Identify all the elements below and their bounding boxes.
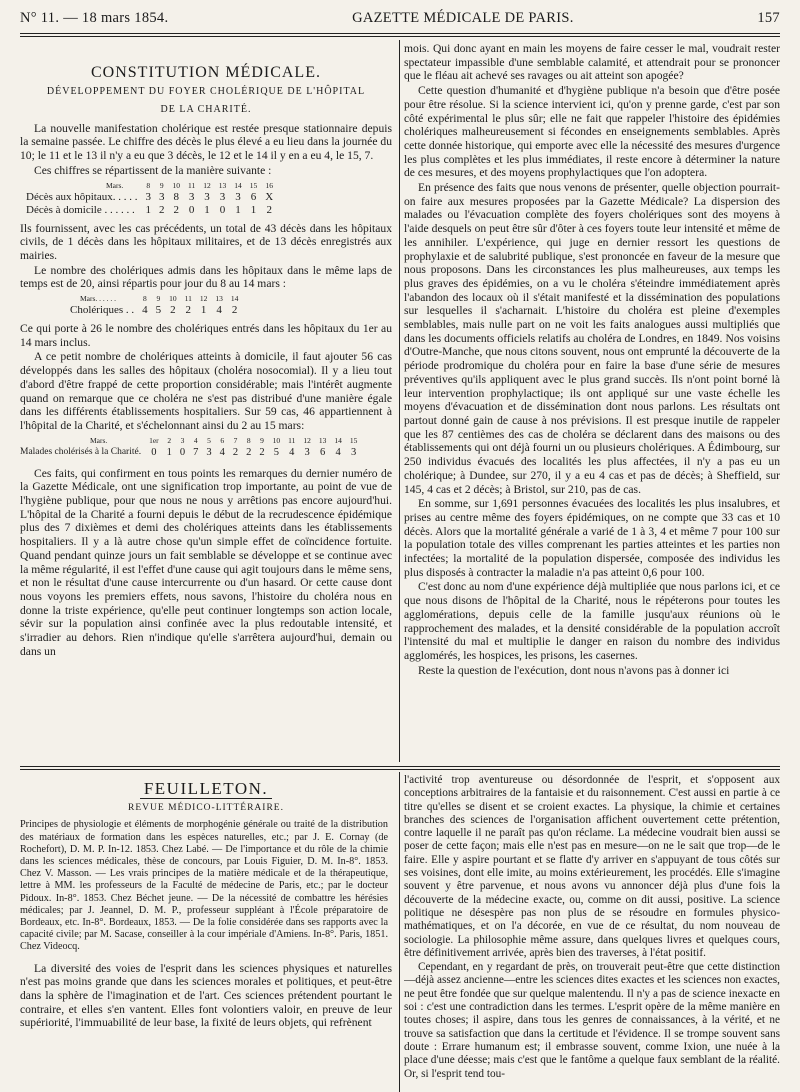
feuilleton-title [20, 779, 392, 798]
table-header-cell: 9 [260, 435, 264, 445]
table-header-cell: 10 [172, 180, 180, 190]
table-cell: X [265, 190, 274, 203]
deaths-table [26, 181, 277, 217]
paragraph: Ce qui porte à 26 le nombre des cholériques entrés dans les hôpitaux du 1er au 14 mars inclus. [20, 322, 392, 349]
header-rule-thin [20, 36, 780, 37]
table-header-cell: 15 [249, 180, 258, 190]
table-header-cell: 4 [193, 435, 198, 445]
table-header-cell: 13 [215, 294, 223, 304]
table-row-label: Décès à domicile . . . . . . [26, 203, 135, 216]
table-cell: 2 [246, 446, 252, 458]
table-cell: 4 [216, 304, 222, 317]
table-cell: 0 [188, 203, 195, 216]
article-subtitle-line2: DE LA CHARITÉ. [160, 103, 252, 115]
table-header-row [70, 294, 242, 304]
paragraph: En somme, sur 1,691 personnes évacuées des localités les plus insalubres, et prises au centre même des foyers épidémiques, on ne compte que 33 cas et 10 décès. Alors que la mortalité générale a varié de 1 à 3, 4 et même 7 pour 100 sur la population totale des villes comprenant les parties atteintes et les parties non infectées; la mortalité de la population dispersée, composée des individus les plus disposés à contracter la maladie n'a pas atteint 0,6 pour 100. [404, 497, 780, 579]
table-cell: 7 [193, 446, 199, 458]
table-cell: 1 [235, 203, 241, 216]
table-row-label: Décès aux hôpitaux. . . . . [26, 190, 138, 203]
table-cell: 2 [231, 304, 238, 317]
table-cell: 4 [142, 304, 148, 317]
table-header-cell: 13 [218, 180, 227, 190]
table-cell: 3 [204, 190, 210, 203]
table-cell: 1 [200, 304, 207, 317]
table-cell: 5 [273, 446, 280, 458]
table-header-cell: 14 [234, 180, 242, 190]
column-divider-bottom [399, 772, 400, 1092]
table-cell: 2 [173, 203, 179, 216]
table-cell: 6 [250, 190, 257, 203]
table-header-cell: 14 [230, 294, 239, 304]
issue-number: N° 11. — 18 mars 1854. [20, 10, 169, 26]
paragraph: Ces faits, qui confirment en tous points les remarques du dernier numéro de la Gazette Médicale, ont une signification trop importante, au point de vue de l'hygiène publique, pour que nous ne nous y arrêtions pas encore aujourd'hui. L'hôpital de la Charité a fourni depuis le début de la recrudescence épidémique plus des 7 dixièmes et demi des cholériques atteints dans les établissements hospitaliers. Il y a là autre chose qu'un simple effet de coïncidence fortuite. Quand pendant quinze jours un fait semblable se développe et se continue avec la même régularité, il est l'effet d'une cause qui agit toujours dans le même sens, et non le résultat d'une cause intercurrente ou d'un hasard. Or cette cause dont nous voyons les premiers effets, nous savons, l'histoire du choléra nous en donne la triste expérience, qu'elle peut continuer longtemps son action locale, sévir sur la population ainsi confinée avec la plus redoutable intensité, et s'irradier au dehors. Rien n'indique qu'elle s'arrêtera aujourd'hui, demain ou dans un [20, 466, 392, 658]
table-header-cell: 7 [233, 435, 238, 445]
table-header-cell: 2 [167, 435, 172, 445]
feuilleton-title-text: FEUILLETON. [140, 779, 272, 799]
admissions-table [70, 294, 242, 317]
table-cell: 2 [159, 203, 165, 216]
table-header-cell: 9 [159, 180, 164, 190]
table-header-cell: 10 [272, 435, 281, 445]
table-cell: 3 [159, 190, 165, 203]
feuilleton-left-column [20, 774, 392, 1092]
paragraph: A ce petit nombre de cholériques atteints à domicile, il faut ajouter 56 cas développés dans les salles des hôpitaux (choléra nosocomial). Il y a lieu tout d'abord d'être frappé de cette proportion considérable; mais l'intérêt augmente quand on remarque que ce choléra ne s'est pas distribué d'une manière égale dans les différents établissements hospitaliers. Sur 59 cas, 46 appartiennent à l'hôpital de la Charité, et s'échelonnant ainsi du 2 au 15 mars: [20, 350, 392, 432]
paragraph: C'est donc au nom d'une expérience déjà multipliée que nous parlons ici, et ce que nous disons de l'hôpital de la Charité, nous le répéterons pour toutes les agglomérations, depuis celle de la famille jusqu'aux réunions où le rapprochement des malades, et la densité considérable de la population accroît l'intensité du mal et multiplie le danger en raison du nombre des individus agglomérés, les hospices, les prisons, les casernes. [404, 580, 780, 662]
feuilleton-rule [20, 766, 780, 767]
table-header-cell: 6 [220, 435, 225, 445]
table-cell: 3 [206, 446, 212, 458]
table-header-cell: 12 [199, 294, 208, 304]
column-divider-top [399, 40, 400, 762]
running-header [20, 10, 780, 30]
feuilleton-right-column [404, 774, 780, 1092]
table-header-label: Mars. [90, 435, 108, 445]
header-rule [20, 33, 780, 34]
charite-table [20, 436, 361, 459]
table-cell: 2 [185, 304, 192, 317]
table-cell: 0 [219, 203, 226, 216]
table-cell: 2 [232, 446, 239, 458]
table-header-cell: 12 [203, 180, 211, 190]
table-row [20, 446, 361, 459]
paragraph: La nouvelle manifestation cholérique est restée presque stationnaire depuis la semaine passée. Le chiffre des décès le plus élevé a eu lieu dans la journée du 10; le 11 et le 13 il n'y a eu que 3 décès, le 12 et le 14 il y en a eu 4, le 15, 7. [20, 121, 392, 163]
table-header-cell: 11 [188, 180, 196, 190]
table-header-cell: 8 [146, 180, 151, 190]
journal-title: GAZETTE MÉDICALE DE PARIS. [352, 10, 574, 26]
article-subtitle-line1: DÉVELOPPEMENT DU FOYER CHOLÉRIQUE DE L'HÔPITAL [46, 85, 366, 97]
table-cell: 0 [151, 446, 157, 458]
table-header-cell: 14 [334, 435, 342, 445]
paragraph: Ces chiffres se répartissent de la manière suivante : [34, 163, 272, 177]
table-header-cell: 8 [143, 294, 147, 304]
paragraph: Ils fournissent, avec les cas précédents, un total de 43 décès dans les hôpitaux civils, de 1 décès dans les hôpitaux militaires, et de 13 décès enregistrés aux mairies. [20, 221, 392, 262]
table-header-cell: 16 [265, 180, 273, 190]
table-cell: 3 [188, 190, 195, 203]
table-header-cell: 3 [180, 435, 185, 445]
table-row [26, 204, 277, 217]
table-header-cell: 13 [318, 435, 327, 445]
paragraph: mois. Qui donc ayant en main les moyens de faire cesser le mal, voudrait rester spectateur impassible d'une semblable calamité, et attendrait pour se prononcer que le fléau ait achevé ses ravages ou ait atteint son apogée? [404, 42, 780, 83]
table-cell: 4 [219, 446, 225, 458]
table-cell: 8 [173, 190, 179, 203]
article-left-column [20, 42, 392, 762]
table-cell: 3 [219, 190, 226, 203]
table-row [26, 191, 277, 204]
table-header-cell: 10 [169, 294, 177, 304]
table-header-label: Mars. . . . . . [80, 294, 117, 304]
table-header-cell: 11 [184, 294, 192, 304]
table-row-label: Cholériques . . [70, 304, 135, 317]
table-cell: 2 [170, 304, 176, 317]
table-cell: 1 [145, 203, 151, 216]
table-header-label: Mars. [106, 180, 124, 190]
table-cell: 6 [320, 446, 326, 458]
paragraph: En présence des faits que nous venons de présenter, quelle objection pourrait-on faire aux mesures proposées par la Gazette Médicale? La dispersion des malades ou l'évacuation complète des foyers cholériques sont des moyens à l'aide desquels on peut être sûr d'ôter à ces foyers toute leur intensité et même de les annihiler. L'expérience, qui juge en dernier ressort les questions de prophylaxie et de salubrité publique, s'est prononcée en faveur de la mesure que nous proposons. Dans les circonstances les plus malheureuses, aux temps les plus graves des épidémies, on a vu le choléra s'éteindre immédiatement après l'abandon des locaux où il s'était manifesté et la dissémination des populations sur lesquelles il s'acharnait. L'histoire du choléra est pleine d'exemples semblables, mais nulle part on ne voit les faits analogues aussi multipliés que dans les documents officiels relatifs au choléra de Londres, en 1849. Nos voisins d'Outre-Manche, que nous citons souvent, nous ont emprunté la découverte de la période prodromique du choléra pour en faire la base d'une série de mesures préventives qu'ils appliquent avec le plus grand succès. Ils n'ont point borné là leur intervention prophylactique; ils ont appliqué sur une vaste échelle les moyens d'évacuation et de dissémination dont nous parlons. Les résultats ont partout donné gain de cause à nos prévisions. Il est presque inutile de rappeler que les 87 centièmes des cas de choléra se déclarent dans des maisons ou des établissements qui ont déjà fourni un ou plusieurs cholériques. A Édimbourg, sur 250 individus évacués des localités les plus affectées, il n'y a pas eu un cholérique; à Dundee, sur 270, il y a eu 4 cas et pas de décès; à Sheffield, sur 145, 4 cas et 2 décès; à Bristol, sur 210, pas de cas. [404, 181, 780, 496]
table-header-cell: 11 [288, 435, 296, 445]
table-cell: 3 [351, 446, 357, 458]
page-number: 157 [757, 10, 780, 26]
table-cell: 3 [235, 190, 241, 203]
table-cell: 3 [145, 190, 151, 203]
table-header-cell: 5 [207, 435, 211, 445]
table-cell: 1 [204, 203, 210, 216]
paragraph: Cette question d'humanité et d'hygiène publique n'a besoin que d'être posée pour être résolue. Si la science intervient ici, qu'on y prenne garde, c'est par son côté expérimental le plus sûr; elle ne fait que rappeler l'histoire des épidémies cholériques malheureusement si fécondes en enseignements semblables. Après cette donnée historique, qui emporte avec elle la nécessité des mesures d'urgence les plus complètes et les plus immédiates, il reste encore à déterminer la nature de ces mesures, et des moyens prophylactiques que l'on adoptera. [404, 84, 780, 180]
table-header-row [26, 181, 277, 191]
feuilleton-subtitle: REVUE MÉDICO-LITTÉRAIRE. [128, 802, 284, 813]
feuilleton-rule-thin [20, 769, 780, 770]
table-cell: 1 [250, 203, 257, 216]
table-cell: 0 [179, 446, 186, 458]
paragraph: l'activité trop aventureuse ou désordonnée de l'esprit, et s'opposent aux conceptions arbitraires de la fantaisie et du raisonnement. C'est aussi en partie à ce titre qu'elles se disent et se croient exactes. La physique, la chimie et certaines branches des sciences de l'organisation affichent ouvertement cette prétention, contre laquelle il ne paraît pas qu'on réclame. La médecine voudrait bien aussi se poser de cette façon; mais elle n'est pas en mesure—on ne le sait que trop—de le faire. Elle y aspire pourtant et se flatte d'y arriver en s'appuyant de tous côtés sur ses voisines, dont elle imite, au moins extérieurement, les procédés. Elle s'imagine souvent y être parvenue, et nous avons vu annoncer déjà plus d'une fois la découverte de la médecine exacte, ou, comme on dit aussi, positive. La science politique ne désespère pas non plus de se résoudre en formules physico-mathématiques, et on l'a décorée, en vue de ce résultat, du nom nouveau de sociologie. La philosophie même assure, dans quelques livres et quelques cours, être définitivement arrivée, après bien des traverses, à l'état positif. [404, 774, 780, 959]
paragraph: Le nombre des cholériques admis dans les hôpitaux dans le même laps de temps est de 20, ainsi répartis pour jour du 8 au 14 mars : [20, 263, 392, 291]
table-header-cell: 1er [149, 435, 159, 445]
table-cell: 4 [289, 446, 295, 458]
table-cell: 5 [155, 304, 162, 317]
article-title: CONSTITUTION MÉDICALE. [91, 64, 321, 81]
table-cell: 4 [335, 446, 341, 458]
table-cell: 1 [166, 446, 172, 458]
book-references [20, 819, 388, 953]
table-header-cell: 8 [246, 435, 251, 445]
paragraph: Reste la question de l'exécution, dont nous n'avons pas à donner ici [418, 663, 730, 677]
table-header-cell: 9 [156, 294, 161, 304]
paragraph: La diversité des voies de l'esprit dans les sciences physiques et naturelles n'est pas moins grande que dans les sciences morales et politiques, et peut-être dans la sphère de l'imagination et de l'art. Ces sciences prétendent pourtant le contraire, et elles s'en vantent. Elles font volontiers valoir, en preuve de leur supériorité, l'immuabilité de leur base, la fixité de leurs objets, qui refrènent [20, 961, 392, 1030]
book-references-text: Principes de physiologie et éléments de morphogénie générale ou traité de la distribution des matériaux de formation dans les espèces naturelles, etc.; par J. E. Cornay (de Rochefort), D. M. P. In-12. 1853. Chez Labé. — De l'importance et du rôle de la chimie dans les sciences médicales, thèse de concours, par Louis Figuier, D. M. In-8°. 1853. Chez V. Masson. — Les vrais principes de la matière médicale et de la thérapeutique, lettre à MM. les professeurs de la Faculté de médecine de Paris, etc.; par le docteur Pidoux. In-8°. 1853. Chez Béchet jeune. — De la nécessité de combattre les hérésies médicales; par J. Jeannel, D. M. P., professeur suppléant à l'École préparatoire de Bordeaux, etc. In-8°. Bordeaux, 1853. — De la folie considérée dans ses rapports avec la capacité civile; par M. Sacase, conseiller à la cour impériale d'Amiens. In-8°. Paris, 1851. Chez Videocq. [20, 819, 388, 953]
table-header-cell: 15 [349, 435, 358, 445]
paragraph: Cependant, en y regardant de près, on trouverait peut-être que cette distinction—déjà assez ancienne—entre les sciences dites exactes et les sciences non exactes, ne peut être fondée que sur quelque malentendu. Il n'y a pas de science inexacte en soi : c'est une contradiction dans les termes. L'esprit opère de la même manière en toutes choses; il aspire, dans tous les genres de connaissances, à la vérité, et ne trouve sa satisfaction que dans la certitude et l'évidence. Il se trompe souvent sans doute : Errare humanum est; il embrasse souvent, comme Ixion, une nuée à la place d'une déesse; mais c'est que le fantôme a quelque faux semblant de la réalité. Or, si l'esprit tend tou- [404, 961, 780, 1080]
table-cell: 2 [266, 203, 272, 216]
table-cell: 3 [304, 446, 310, 458]
table-row-label: Malades cholérisés à la Charité. [20, 446, 142, 457]
table-header-cell: 12 [303, 435, 311, 445]
article-right-column [404, 42, 780, 762]
table-header-row [20, 436, 361, 446]
table-row [70, 304, 242, 317]
table-cell: 2 [259, 446, 265, 458]
